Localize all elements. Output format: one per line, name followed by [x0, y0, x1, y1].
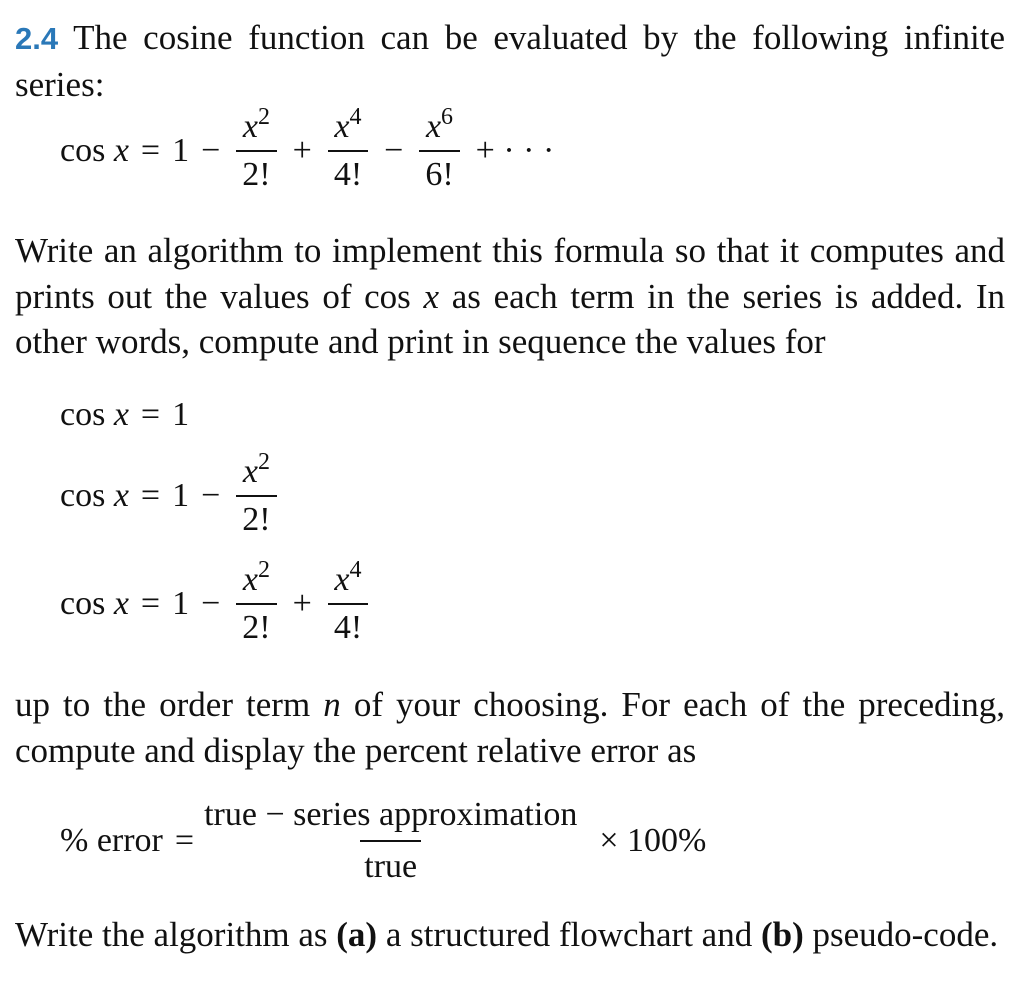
variable-x: x — [423, 276, 440, 316]
term-x6-over-6fact — [419, 103, 459, 193]
final-text-1: Write the algorithm as — [15, 915, 328, 954]
part-b-label: (b) — [760, 915, 804, 954]
equals-sign: = — [140, 132, 161, 169]
term-x4-over-4fact — [328, 103, 368, 193]
denominator-4-factorial: 4! — [328, 150, 368, 192]
denominator-2-factorial: 2! — [236, 495, 276, 537]
term-x2-over-2fact — [236, 103, 276, 193]
sequence-equation-2 — [60, 448, 281, 538]
problem-intro — [15, 15, 1005, 107]
constant-one: 1 — [172, 477, 190, 514]
term-numerator-x: x — [334, 108, 350, 145]
problem-number: 2.4 — [15, 21, 59, 56]
term-x4-over-4fact — [328, 556, 368, 646]
error-fraction — [200, 798, 581, 884]
variable-n: n — [323, 685, 341, 724]
minus-sign: − — [201, 132, 221, 169]
term-numerator-x: x — [242, 108, 258, 145]
exponent-6: 6 — [441, 103, 454, 130]
cos-label: cos — [60, 132, 106, 169]
final-instruction-paragraph — [15, 912, 1005, 958]
part-a-label: (a) — [336, 915, 378, 954]
cos-label: cos — [60, 396, 106, 433]
denominator-2-factorial: 2! — [236, 603, 276, 645]
final-text-3: pseudo-code. — [812, 915, 999, 954]
sequence-equation-3 — [60, 556, 372, 646]
constant-one: 1 — [172, 396, 190, 433]
term-numerator-x: x — [334, 561, 350, 598]
exponent-2: 2 — [258, 556, 270, 583]
error-denominator: true — [360, 840, 421, 884]
cos-label: cos — [60, 585, 106, 622]
percent-error-label: % error — [60, 822, 163, 859]
term-x2-over-2fact — [236, 556, 276, 646]
instruction-paragraph — [15, 228, 1005, 365]
minus-sign: − — [201, 477, 221, 514]
constant-one: 1 — [172, 132, 190, 169]
denominator-2-factorial: 2! — [236, 150, 276, 192]
exponent-4: 4 — [349, 103, 362, 130]
instruction-text-1: Write an algorithm to implement this formula so that it computes and prints out the values of cos — [15, 231, 1005, 316]
constant-one: 1 — [172, 585, 190, 622]
equals-sign: = — [174, 822, 195, 859]
equals-sign: = — [140, 477, 161, 514]
series-tail: + · · · — [475, 132, 555, 169]
error-instruction-paragraph — [15, 682, 1005, 773]
cos-label: cos — [60, 477, 106, 514]
denominator-4-factorial: 4! — [328, 603, 368, 645]
sequence-equation-1 — [60, 398, 189, 432]
error-text-1: up to the order term — [15, 685, 311, 724]
times-100-percent: × 100% — [599, 822, 707, 859]
exponent-2: 2 — [258, 103, 270, 130]
variable-x: x — [113, 396, 129, 433]
variable-x: x — [113, 585, 129, 622]
minus-sign: − — [201, 585, 221, 622]
equals-sign: = — [140, 396, 161, 433]
plus-sign: + — [292, 585, 312, 622]
variable-x: x — [113, 132, 129, 169]
final-text-2: a structured flowchart and — [385, 915, 753, 954]
error-text-2: of your choosing. For each of the preceding, compute and display the percent relative error as — [15, 685, 1006, 770]
variable-x: x — [113, 477, 129, 514]
percent-error-equation — [60, 798, 706, 884]
problem-intro-text: The cosine function can be evaluated by the following infinite series: — [15, 18, 1005, 104]
error-numerator: true − series approximation — [204, 796, 578, 833]
exponent-2: 2 — [258, 448, 270, 475]
cosine-series-equation — [60, 103, 566, 193]
exponent-4: 4 — [349, 556, 362, 583]
denominator-6-factorial: 6! — [419, 150, 459, 192]
instruction-text-2: as each term in the series is added. In other words, compute and print in sequence the values for — [15, 276, 1006, 361]
term-numerator-x: x — [242, 453, 258, 490]
minus-sign: − — [384, 132, 404, 169]
term-x2-over-2fact — [236, 448, 276, 538]
term-numerator-x: x — [425, 108, 442, 145]
plus-sign: + — [292, 132, 312, 169]
term-numerator-x: x — [242, 561, 258, 598]
equals-sign: = — [140, 585, 161, 622]
